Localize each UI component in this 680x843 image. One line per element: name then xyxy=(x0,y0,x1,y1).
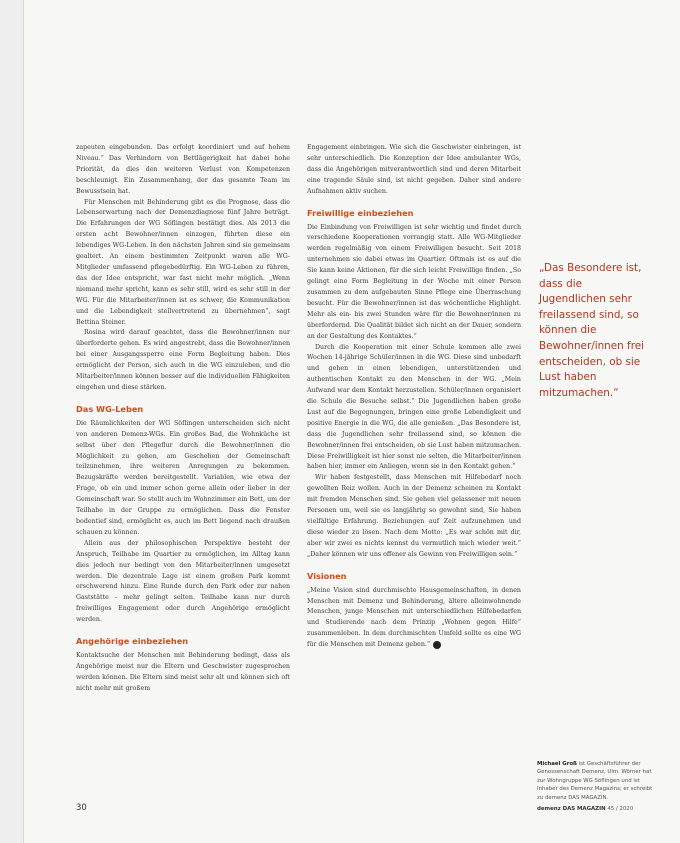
magazine-name: demenz DAS MAGAZIN xyxy=(537,806,606,812)
paragraph xyxy=(307,586,521,651)
end-of-article-icon xyxy=(433,641,441,649)
paragraph: zapeuten eingebunden. Das erfolgt koordiniert und auf hohem Niveau.“ Das Verhindern von Bettlägerigkeit hat dabei hohe Priorität, da dies den weiteren Verlust von Kompetenzen beschleunigt. Ein Zusammenhang, der das gesamte Team im Bewusstsein hat. xyxy=(76,144,290,195)
footer-credit xyxy=(537,806,667,812)
pull-quote: „Das Besondere ist, dass die Jugendlichen sehr freilassend sind, so können die Bewohner/innen frei entscheiden, ob sie Lust haben mitzumachen.“ xyxy=(539,262,645,399)
author-name: Michael Groß xyxy=(537,761,577,767)
page-number: 30 xyxy=(76,803,87,813)
section-heading: Freiwillige einbeziehen xyxy=(307,207,414,218)
section-heading: Das WG-Leben xyxy=(76,403,144,414)
paragraph: Kontaktsuche der Menschen mit Behinderung bedingt, dass als Angehörige meist nur die Eltern und Geschwister zugesprochen werden können. Die Eltern sind meist sehr alt und können sich oft nicht mehr mit großem xyxy=(76,652,290,692)
vision-quote: „Meine Vision sind durchmischte Hausgemeinschaften, in denen Menschen mit Demenz und Behinderung, ältere alleinwohnende Menschen, junge Menschen mit unterschiedlichen Hilfebedarfen und Studierende nach dem Prinzip „Wohnen gegen Hilfe“ zusammenleben. In dem durchmischten Umfeld sollte es eine WG für die Menschen mit Demenz geben.“ xyxy=(307,586,521,649)
paragraph: Für Menschen mit Behinderung gibt es die Prognose, dass die Lebenserwartung nach der Demenzdiagnose fünf Jahre beträgt. Die Erfahrungen der WG Söflingen bestätigt dies. Als 2013 die ersten acht Bewohner/innen einzogen, führten diese ein lebendiges WG-Leben. In den nächsten Jahren sind sie gemeinsam gealtert. An einem bestimmten Zeitpunkt waren alle WG-Mitglieder umfassend pflegebedürftig. Ein WG-Leben zu führen, das der Idee entspricht, war fast nicht mehr möglich. „Wenn niemand mehr spricht, kann es sehr still, wird es sehr still in der WG. Für die Mitarbeiter/innen ist es schwer, die Kommunikation und die Lebendigkeit stellvertretend zu übernehmen“, sagt Bettina Steiner. xyxy=(76,198,290,326)
section-heading: Angehörige einbeziehen xyxy=(76,636,189,647)
paragraph: Rosina wird darauf geachtet, dass die Bewohner/innen nur überforderte gehen. Es wird angestrebt, dass die Bewohner/innen bei einer Ausgangssperre eine Form Begleitung haben. Dies ermöglicht der Person, sich auch in die WG einzuleben, und die Mitarbeiter/innen können besser auf die individuellen Fähigkeiten eingehen und diese stärken. xyxy=(76,329,290,391)
issue-number: 45 / 2020 xyxy=(607,806,634,812)
paragraph: Die Räumlichkeiten der WG Söflingen unterscheiden sich nicht von anderen Demenz-WGs. Ein großes Bad, die Wohnküche ist selbst über den Pflegeflur durch die Bewohner/innen die Möglichkeit zu gehen, am Geschehen der Gemeinschaft teilzunehmen, ihre weiteren Anregungen zu bekommen. Bezugskräfte werden bereitgestellt. Variablen, wie etwa der Frage, ob ein und immer schon gerne allein oder lieber in der Gemeinschaft war. So stellt auch im Wohnzimmer ein Bett, um der Teilhabe in der Gruppe zu ermöglichen. Dass die Fenster bodentief sind, ermöglicht es, auch im Bett liegend nach draußen schauen zu können. xyxy=(76,419,290,536)
magazine-page xyxy=(24,0,680,843)
paragraph: Allein aus der philosophischen Perspektive besteht der Anspruch, Teilhabe im Quartier zu ermöglichen, im Alltag kann dies jedoch nur bedingt von den Mitarbeiter/innen umgesetzt werden. Die dezentrale Lage ist einem großen Park kommt erschwerend hinzu. Eine Runde durch den Park oder zur nahen Gaststätte – mehr gelingt selten. Teilhabe kann nur durch freiwilliges Engagement oder durch Angehörige ermöglicht werden. xyxy=(76,539,290,624)
paragraph: Die Einbindung von Freiwilligen ist sehr wichtig und findet durch verschiedene Kooperationen vorrangig statt. Alle WG-Mitglieder werden regelmäßig von einem Freiwilligen besucht. Seit 2018 unternehmen sie dabei etwas im Quartier. Oftmals ist es auf die Sie kann keine Aktionen, für die sich leicht Freiwillige finden. „So gelingt eine Form Begleitung in der Woche mit einer Person zusammen zu dem aufgebauten Sinne Pflege eine Überraschung besucht. Für die Bewohner/innen ist das wöchentliche Highlight. Mehr als ein- bis zwei Stunden wäre für die Bewohner/innen zu überfordernd. Die Qualität bildet sich nicht an der Dauer, sondern an der Gestaltung des Kontaktes.“ xyxy=(307,223,521,340)
author-bio: ist Geschäftsführer der Genossenschaft Demenz, Ulm. Wörner hat zur Wohngruppe WG Söflingen und ist Inhaber des Demenz Magazins; er schreibt zu demenz DAS MAGAZIN. xyxy=(537,761,653,801)
author-photo-area xyxy=(524,548,664,744)
text-column-middle xyxy=(307,143,521,651)
author-caption xyxy=(537,760,653,802)
paragraph: Engagement einbringen. Wie sich die Geschwister einbringen, ist sehr unterschiedlich. Die Konzeption der Idee ambulanter WGs, dass die Angehörigen mitverantwortlich sind und deren Mitarbeit eine tragende Säule sind, ist nicht gegeben. Daher sind andere Aufnahmen aktiv suchen. xyxy=(307,144,521,195)
text-column-left xyxy=(76,143,290,695)
section-heading: Visionen xyxy=(307,570,347,581)
paragraph: Durch die Kooperation mit einer Schule kommen alle zwei Wochen 14-jährige Schüler/innen in die WG. Diese sind unbedarft und gehen in einen lebendigen, unterstützenden und authentischen Kontakt zu den Menschen in der WG. „Mein Aufwand war dem Kontakt herzustellen. Schüler/innen organisiert die Schule die Besuche selbst.“ Die Jugendlichen haben große Lust auf die Begegnungen, bringen eine große Lebendigkeit und positive Energie in die WG, die alle genießen. „Das Besondere ist, dass die Jugendlichen sehr freilassend sind, so können die Bewohner/innen frei entscheiden, ob sie Lust haben mitzumachen. Diese Freiwilligkeit ist hier sonst nie selten, die Mitarbeiter/innen haben hier, immer ein Anliegen, wenn sie in den Kontakt gehen.“ xyxy=(307,343,521,471)
paragraph: Wir haben festgestellt, dass Menschen mit Hilfebedarf noch gewollten Reiz wollen. Auch in der Demenz scheinen zu Kontakt mit fremden Menschen sind. Sie gehen viel gelassener mit neuen Personen um, weil sie es langjährig so gewohnt sind, Sie haben vielfältige Erfahrung. Beziehungen auf Zeit aufzunehmen und diese wieder zu lösen. Nach dem Motto: „Es war schön mit dir, aber wir zwei es nichts kennst du vermutlich mich wieder weit.“ „Daher können wir uns offener als Gewinn von Freiwilligen sein.“ xyxy=(307,474,521,558)
